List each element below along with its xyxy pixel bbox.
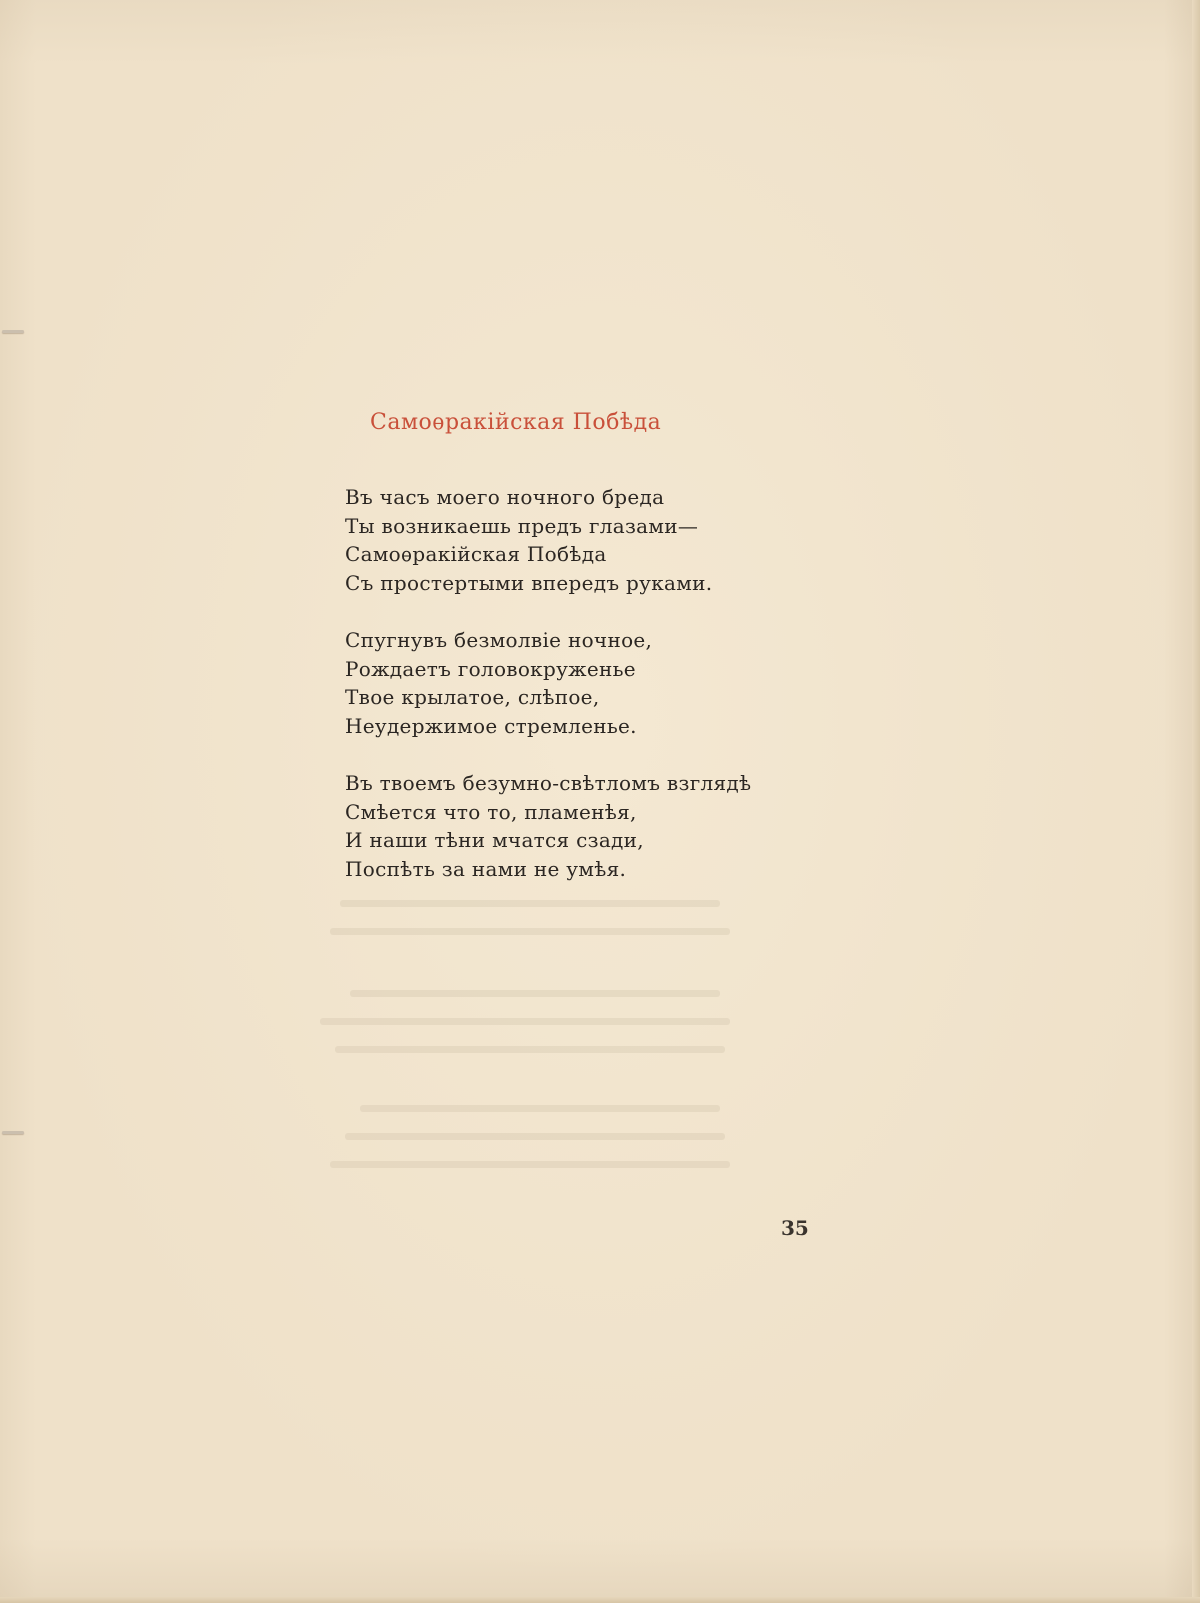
poem-body bbox=[345, 483, 751, 912]
page-bottom-edge bbox=[0, 1597, 1200, 1603]
stanza-1 bbox=[345, 483, 751, 597]
poem-line: Твое крылатое, слѣпое, bbox=[345, 685, 600, 709]
poem-line: Неудержимое стремленье. bbox=[345, 713, 637, 738]
poem-line: Въ часъ моего ночного бреда bbox=[345, 485, 665, 509]
poem-line: Смѣется что то, пламенѣя, bbox=[345, 799, 637, 824]
poem-line: И наши тѣни мчатся сзади, bbox=[345, 828, 644, 852]
poem-line: Рождаетъ головокруженье bbox=[345, 656, 636, 681]
poem-line: Самоѳракійская Побѣда bbox=[345, 542, 607, 566]
stanza-2 bbox=[345, 626, 751, 740]
poem-line: Въ твоемъ безумно-свѣтломъ взглядѣ bbox=[345, 771, 752, 795]
binding-staple-top bbox=[0, 327, 26, 337]
poem-line: Ты возникаешь предъ глазами— bbox=[345, 513, 699, 538]
poem-line: Спугнувъ безмолвіе ночное, bbox=[345, 628, 653, 652]
stanza-3 bbox=[345, 769, 751, 883]
binding-staple-bottom bbox=[0, 1128, 26, 1138]
page-number: 35 bbox=[781, 1216, 809, 1240]
poem-title: Самоѳракійская Побѣда bbox=[370, 410, 662, 435]
page-right-edge bbox=[1192, 0, 1200, 1603]
show-through-text bbox=[300, 880, 760, 1180]
poem-line: Съ простертыми впередъ руками. bbox=[345, 570, 713, 595]
poem-line: Поспѣть за нами не умѣя. bbox=[345, 856, 627, 881]
